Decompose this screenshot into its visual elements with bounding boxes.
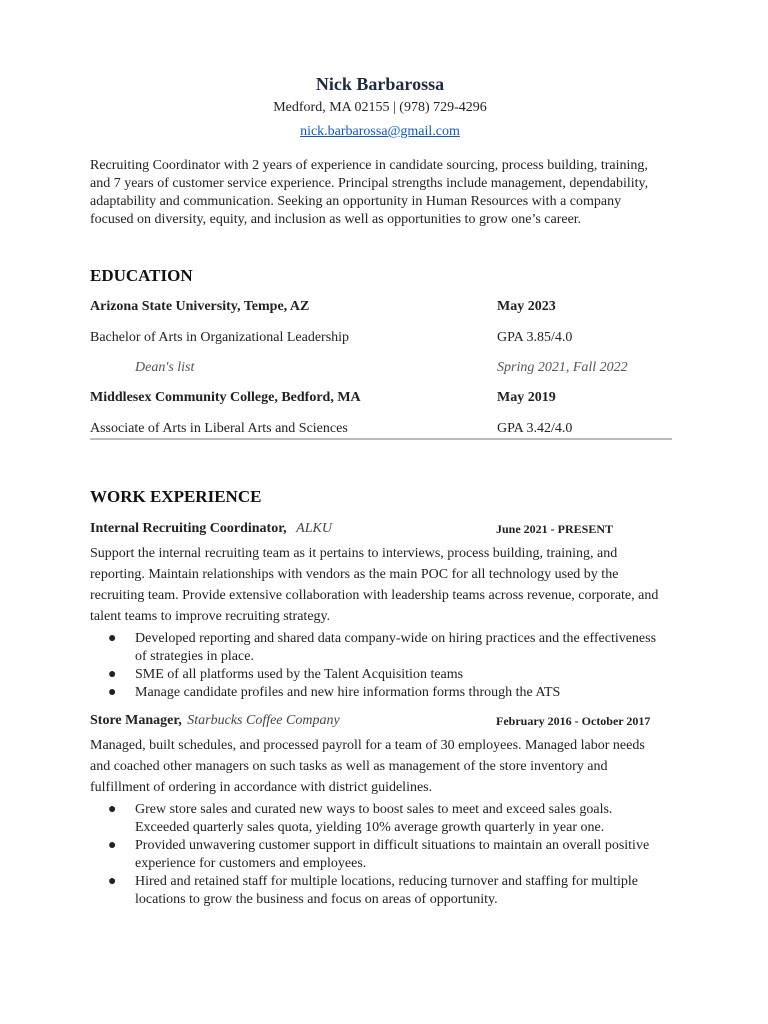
gpa: GPA 3.42/4.0 bbox=[497, 421, 573, 436]
list-item: ● Provided unwavering customer support in difficult situations to maintain an overall positive experience for customers and employees. bbox=[108, 838, 650, 871]
job-title: Internal Recruiting Coordinator, bbox=[90, 521, 287, 536]
job-title: Store Manager, bbox=[90, 713, 182, 728]
bullet-icon: ● bbox=[108, 838, 117, 853]
gpa: GPA 3.85/4.0 bbox=[497, 330, 573, 345]
school-name: Middlesex Community College, Bedford, MA bbox=[90, 390, 361, 405]
email-line bbox=[90, 124, 670, 140]
graduation-date: May 2019 bbox=[497, 390, 556, 405]
job-header bbox=[90, 713, 670, 729]
job-bullets bbox=[90, 630, 662, 702]
bullet-icon: ● bbox=[108, 874, 117, 889]
list-item: ● Grew store sales and curated new ways to boost sales to meet and exceed sales goals. Exceeded quarterly sales quota, yielding 10% average growth quarterly in year one. bbox=[108, 802, 613, 835]
bullet-icon: ● bbox=[108, 685, 117, 700]
company-name: ALKU bbox=[296, 521, 332, 536]
education-row bbox=[90, 299, 672, 319]
email-link[interactable]: nick.barbarossa@gmail.com bbox=[300, 124, 460, 139]
job-description: Managed, built schedules, and processed payroll for a team of 30 employees. Managed labor needs and coached other managers on such tasks as well as management of the store inventory and fulfillment of ordering in accordance with district guidelines. bbox=[90, 738, 645, 795]
list-item: ● Manage candidate profiles and new hire information forms through the ATS bbox=[108, 685, 561, 700]
candidate-name: Nick Barbarossa bbox=[315, 74, 445, 94]
graduation-date: May 2023 bbox=[497, 299, 556, 314]
school-name: Arizona State University, Tempe, AZ bbox=[90, 299, 310, 314]
job-dates: February 2016 - October 2017 bbox=[496, 714, 651, 728]
job-description: Support the internal recruiting team as it pertains to interviews, process building, training, and reporting. Maintain relationships with vendors as the main POC for all technology used by the recruiting team. Provide extensive collaboration with leadership teams across revenue, corporate, and talent teams to improve recruiting strategy. bbox=[90, 546, 659, 624]
bullet-icon: ● bbox=[108, 667, 117, 682]
section-divider bbox=[90, 438, 672, 440]
list-item: ● Developed reporting and shared data company-wide on hiring practices and the effectiveness of strategies in place. bbox=[108, 631, 657, 664]
summary-paragraph: Recruiting Coordinator with 2 years of experience in candidate sourcing, process building, training, and 7 years of customer service experience. Principal strengths include management, dependability, adaptability and communication. Seeking an opportunity in Human Resources with a company focused on diversity, equity, and inclusion as well as opportunities to grow one’s career. bbox=[90, 158, 649, 227]
honor-terms: Spring 2021, Fall 2022 bbox=[497, 360, 628, 375]
job-dates: June 2021 - PRESENT bbox=[496, 522, 614, 536]
degree: Associate of Arts in Liberal Arts and Sciences bbox=[90, 421, 348, 436]
education-row bbox=[90, 360, 672, 380]
work-experience-heading: WORK EXPERIENCE bbox=[90, 487, 262, 506]
list-item: ● Hired and retained staff for multiple locations, reducing turnover and staffing for multiple locations to grow the business and focus on areas of opportunity. bbox=[108, 874, 638, 907]
bullet-icon: ● bbox=[108, 631, 117, 646]
education-row bbox=[90, 330, 672, 350]
bullet-icon: ● bbox=[108, 802, 117, 817]
job-header bbox=[90, 521, 670, 537]
company-name: Starbucks Coffee Company bbox=[187, 713, 340, 728]
degree: Bachelor of Arts in Organizational Leadership bbox=[90, 330, 350, 345]
list-item: ● SME of all platforms used by the Talent Acquisition teams bbox=[108, 667, 464, 682]
education-row bbox=[90, 390, 672, 410]
job-bullets bbox=[90, 801, 662, 909]
honor: Dean's list bbox=[135, 360, 195, 375]
contact-line: Medford, MA 02155 | (978) 729-4296 bbox=[273, 100, 487, 115]
education-heading: EDUCATION bbox=[90, 266, 193, 285]
